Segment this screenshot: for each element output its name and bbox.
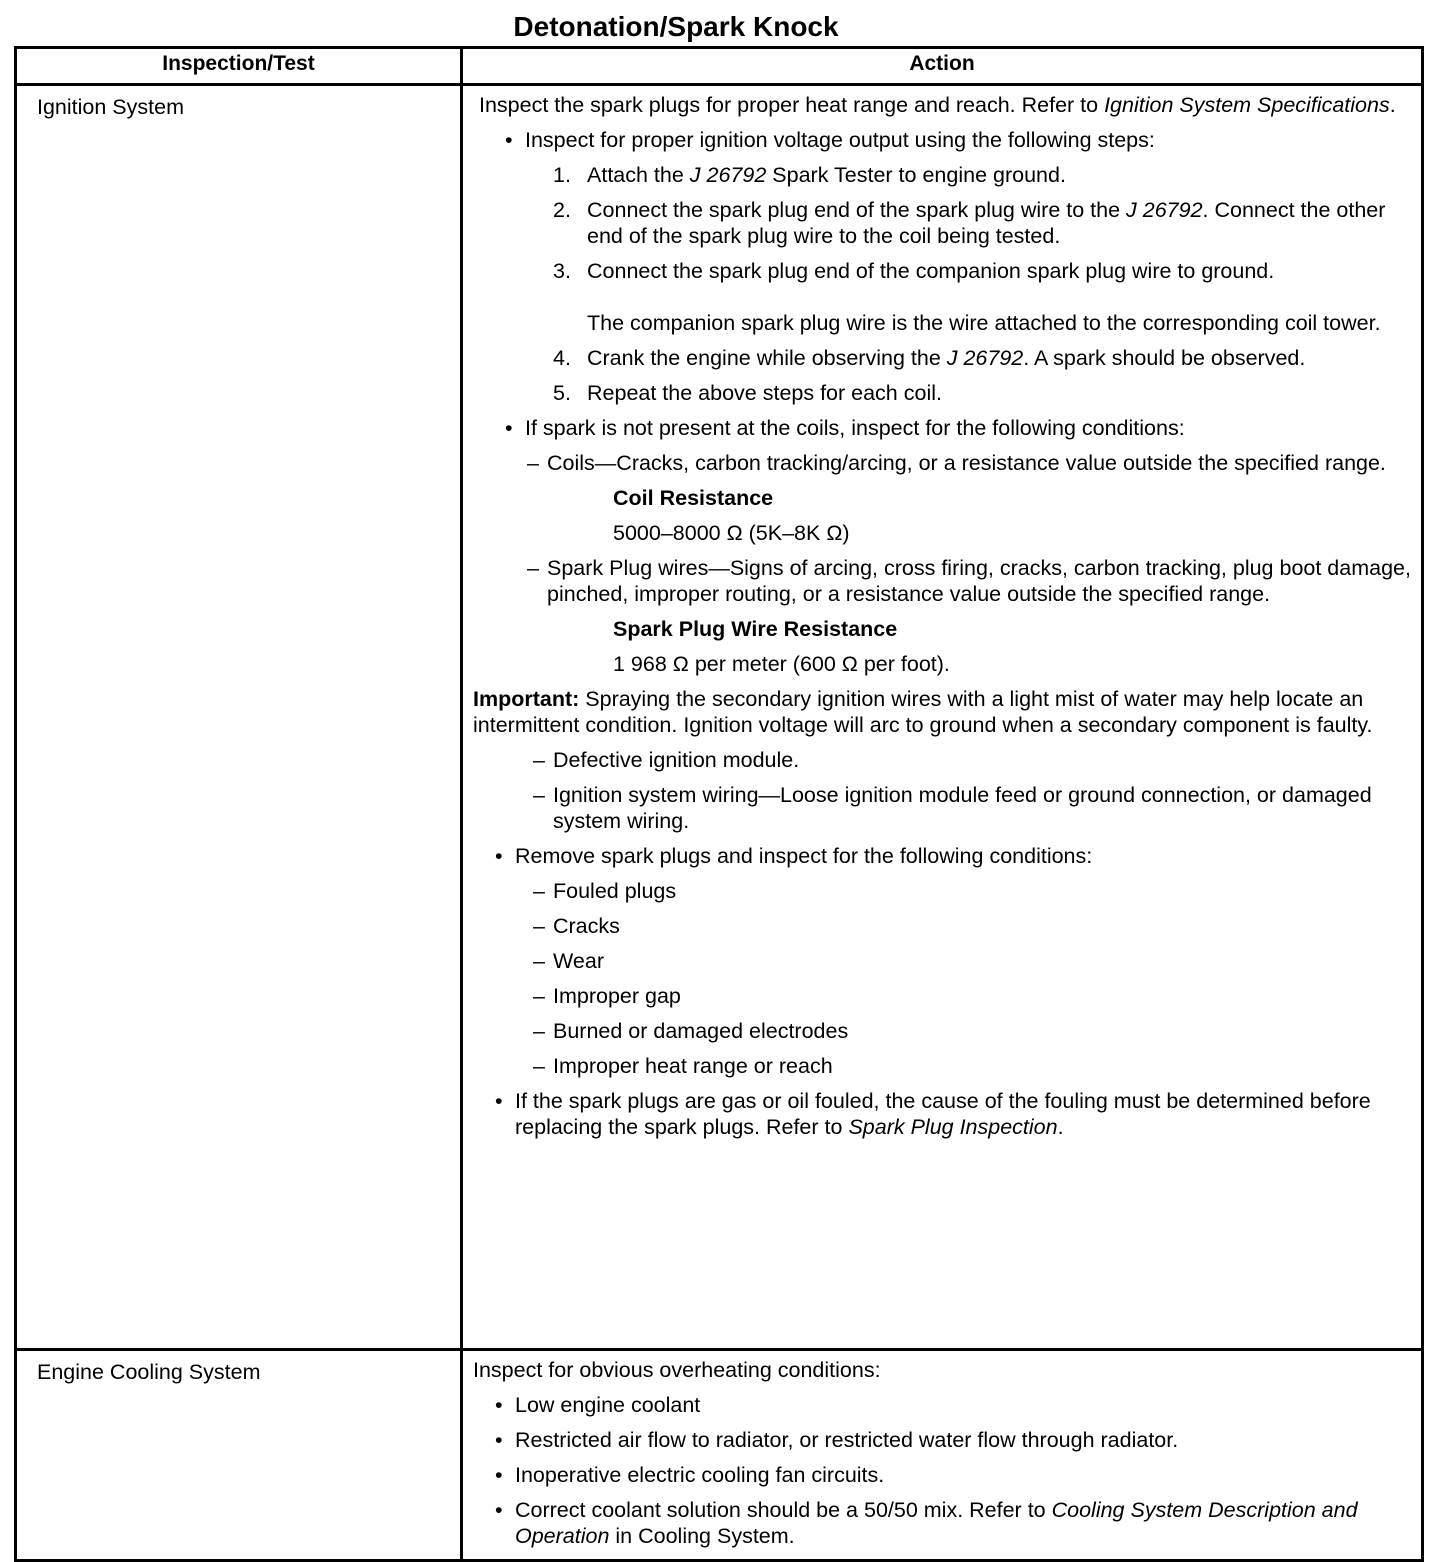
bullet-fouled-plugs: • If the spark plugs are gas or oil fouled, the cause of the fouling must be determined before replacing the spark plugs. Refer to Spark Plug Inspection. bbox=[493, 1088, 1411, 1140]
ref-spark-plug-inspection[interactable]: Spark Plug Inspection bbox=[848, 1115, 1058, 1139]
wire-resistance-label: Spark Plug Wire Resistance bbox=[613, 617, 898, 641]
row-label-engine-cooling-system: Engine Cooling System bbox=[16, 1350, 462, 1561]
header-action: Action bbox=[462, 48, 1423, 85]
dash-spark-plug-wires: – Spark Plug wires—Signs of arcing, cross firing, cracks, carbon tracking, plug boot damage, pinched, improper routing, or a resistance value outside the specified range. bbox=[527, 555, 1411, 607]
action-cell-cooling bbox=[462, 1350, 1423, 1561]
condition-item: – Fouled plugs bbox=[533, 878, 1411, 904]
bullet-remove-plugs: • Remove spark plugs and inspect for the following conditions: bbox=[493, 843, 1411, 869]
condition-item: – Wear bbox=[533, 948, 1411, 974]
wire-resistance-value: 1 968 Ω per meter (600 Ω per foot). bbox=[613, 652, 950, 676]
ref-cooling-system-description[interactable]: Cooling System Description and Operation bbox=[515, 1498, 1358, 1548]
bullet-voltage-output: • Inspect for proper ignition voltage output using the following steps: bbox=[503, 127, 1411, 153]
bullet-coolant-mix: • Correct coolant solution should be a 50/50 mix. Refer to Cooling System Description and Operation in Cooling System. bbox=[493, 1497, 1411, 1549]
bullet-no-spark: • If spark is not present at the coils, inspect for the following conditions: bbox=[503, 415, 1411, 441]
header-inspection-test: Inspection/Test bbox=[16, 48, 462, 85]
condition-item: – Improper gap bbox=[533, 983, 1411, 1009]
step-1: 1. Attach the J 26792 Spark Tester to engine ground. bbox=[553, 163, 1066, 187]
tool-ref: J 26792 bbox=[1126, 198, 1203, 222]
dash-ignition-wiring: – Ignition system wiring—Loose ignition module feed or ground connection, or damaged system wiring. bbox=[533, 782, 1411, 834]
diagnostic-table bbox=[14, 46, 1424, 1562]
condition-item: – Cracks bbox=[533, 913, 1411, 939]
bullet-fan-circuits: • Inoperative electric cooling fan circuits. bbox=[493, 1462, 1411, 1488]
header-row bbox=[16, 48, 1423, 85]
dash-coils: – Coils—Cracks, carbon tracking/arcing, or a resistance value outside the specified range. bbox=[527, 450, 1411, 476]
table-row-engine-cooling bbox=[16, 1350, 1423, 1561]
table-row-ignition-system bbox=[16, 85, 1423, 1350]
condition-item: – Improper heat range or reach bbox=[533, 1053, 1411, 1079]
cooling-intro: Inspect for obvious overheating conditions: bbox=[473, 1358, 881, 1382]
important-note: Important: Spraying the secondary ignition wires with a light mist of water may help locate an intermittent condition. Ignition voltage will arc to ground when a secondary component is faulty. bbox=[473, 687, 1373, 737]
coil-resistance-value: 5000–8000 Ω (5K–8K Ω) bbox=[613, 521, 850, 545]
ref-ignition-system-specifications[interactable]: Ignition System Specifications bbox=[1104, 93, 1390, 117]
page-title: Detonation/Spark Knock bbox=[513, 11, 839, 42]
row-label-ignition-system: Ignition System bbox=[16, 85, 462, 1350]
step-3-note: The companion spark plug wire is the wire attached to the corresponding coil tower. bbox=[587, 311, 1381, 335]
condition-item: – Burned or damaged electrodes bbox=[533, 1018, 1411, 1044]
intro-paragraph: Inspect the spark plugs for proper heat range and reach. Refer to Ignition System Specifications. bbox=[479, 93, 1396, 117]
step-4: 4. Crank the engine while observing the J 26792. A spark should be observed. bbox=[553, 346, 1306, 370]
bullet-low-coolant: • Low engine coolant bbox=[493, 1392, 1411, 1418]
action-cell-ignition bbox=[462, 85, 1423, 1350]
step-3: 3. Connect the spark plug end of the companion spark plug wire to ground. The companion spark plug wire is the wire attached to the corresponding coil tower. bbox=[553, 258, 1411, 336]
coil-resistance-label: Coil Resistance bbox=[613, 486, 774, 510]
tool-ref: J 26792 bbox=[689, 163, 767, 187]
dash-defective-module: – Defective ignition module. bbox=[533, 747, 1411, 773]
bullet-restricted-flow: • Restricted air flow to radiator, or restricted water flow through radiator. bbox=[493, 1427, 1411, 1453]
step-2: 2. Connect the spark plug end of the spark plug wire to the J 26792. Connect the other end of the spark plug wire to the coil being tested. bbox=[553, 198, 1386, 248]
step-5: 5. Repeat the above steps for each coil. bbox=[553, 381, 942, 405]
tool-ref: J 26792 bbox=[946, 346, 1024, 370]
